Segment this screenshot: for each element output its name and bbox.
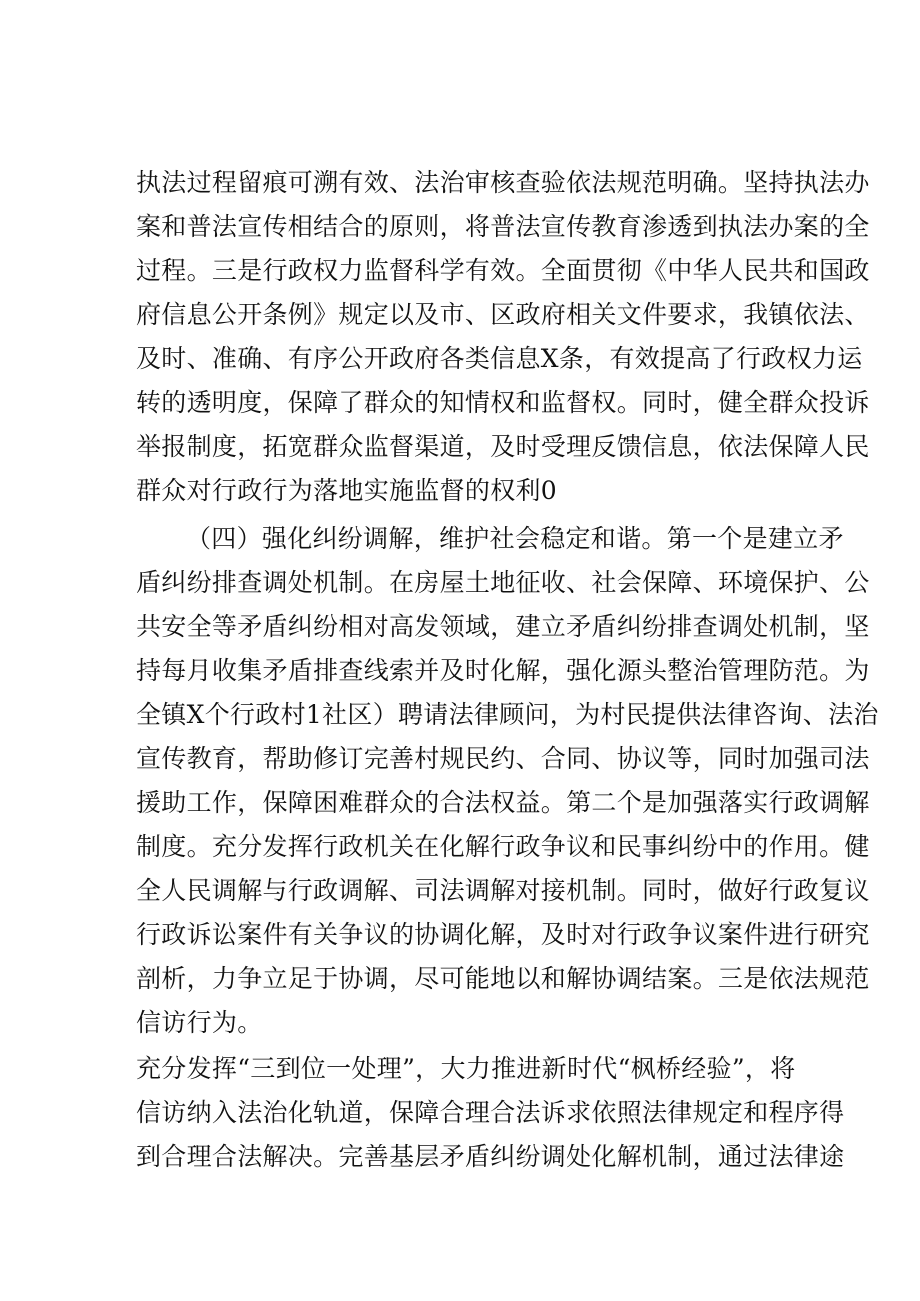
- paragraph-line: 共安全等矛盾纠纷相对高发领域，建立矛盾纠纷排查调处机制，坚: [136, 612, 870, 641]
- paragraph-line: 行政诉讼案件有关争议的协调化解，及时对行政争议案件进行研究: [136, 920, 870, 949]
- paragraph-line: 持每月收集矛盾排查线索并及时化解，强化源头整治管理防范。为: [136, 656, 870, 685]
- paragraph-line: 全镇X个行政村1社区）聘请法律顾问，为村民提供法律咨询、法治: [136, 700, 879, 729]
- paragraph-line: 转的透明度，保障了群众的知情权和监督权。同时，健全群众投诉: [136, 388, 870, 417]
- paragraph-line: 府信息公开条例》规定以及市、区政府相关文件要求，我镇依法、: [136, 300, 870, 329]
- paragraph-line: 援助工作，保障困难群众的合法权益。第二个是加强落实行政调解: [136, 788, 870, 817]
- paragraph-line: 举报制度，拓宽群众监督渠道，及时受理反馈信息，依法保障人民: [136, 432, 870, 461]
- paragraph-line: 执法过程留痕可溯有效、法治审核查验依法规范明确。坚持执法办: [136, 168, 870, 197]
- paragraph-line: 及时、准确、有序公开政府各类信息X条，有效提高了行政权力运: [136, 344, 863, 373]
- paragraph-line: 案和普法宣传相结合的原则，将普法宣传教育渗透到执法办案的全: [136, 212, 870, 241]
- paragraph-line: 宣传教育，帮助修订完善村规民约、合同、协议等，同时加强司法: [136, 744, 870, 773]
- paragraph-line: 充分发挥“三到位一处理”，大力推进新时代“枫桥经验”，将: [136, 1054, 796, 1083]
- paragraph-line: 剖析，力争立足于协调，尽可能地以和解协调结案。三是依法规范: [136, 964, 870, 993]
- paragraph-line: 过程。三是行政权力监督科学有效。全面贯彻《中华人民共和国政: [136, 256, 870, 285]
- paragraph-line: 全人民调解与行政调解、司法调解对接机制。同时，做好行政复议: [136, 876, 870, 905]
- paragraph-line: 盾纠纷排查调处机制。在房屋土地征收、社会保障、环境保护、公: [136, 568, 870, 597]
- paragraph-line: 制度。充分发挥行政机关在化解行政争议和民事纠纷中的作用。健: [136, 832, 870, 861]
- section-heading-line: （四）强化纠纷调解，维护社会稳定和谐。第一个是建立矛: [186, 524, 844, 553]
- paragraph-line: 到合理合法解决。完善基层矛盾纠纷调处化解机制，通过法律途: [136, 1142, 845, 1171]
- paragraph-line: 群众对行政行为落地实施监督的权利0: [136, 476, 558, 505]
- paragraph-line: 信访行为。: [136, 1008, 263, 1037]
- paragraph-line: 信访纳入法治化轨道，保障合理合法诉求依照法律规定和程序得: [136, 1098, 845, 1127]
